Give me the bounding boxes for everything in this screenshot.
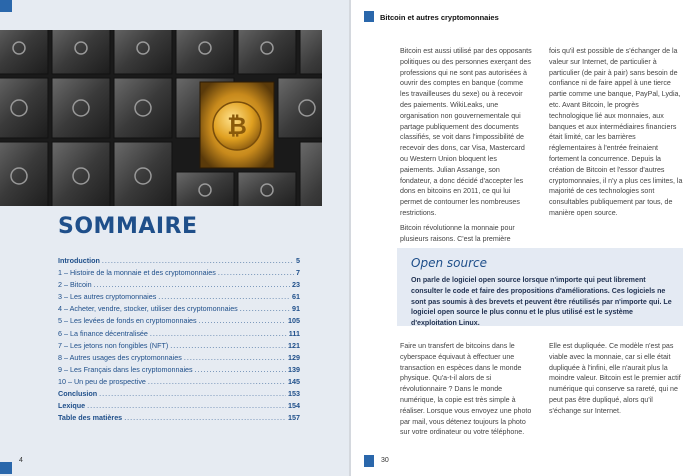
toc-item[interactable]: 1 – Histoire de la monnaie et des cryptomonnaies ..... 7 bbox=[58, 267, 300, 279]
toc-item[interactable]: 2 – Bitcoin ..... 23 bbox=[58, 279, 300, 291]
toc-item[interactable]: Lexique ..... 154 bbox=[58, 400, 300, 412]
page-number: 30 bbox=[381, 457, 389, 464]
toc-item[interactable]: Conclusion ..... 153 bbox=[58, 388, 300, 400]
table-of-contents bbox=[58, 255, 300, 424]
callout-text: On parle de logiciel open source lorsque n'importe qui peut librement consulter le code et faire des propositions d'améliorations. Ces logiciels ne sont pas soumis à des brevets et peuvent être réutilisés par n'importe qui. Le logiciel open source le plus connu et le plus utilisé est le système d'exploitation Linux. bbox=[411, 276, 672, 328]
toc-item[interactable]: Table des matières ..... 157 bbox=[58, 412, 300, 424]
page-corner-marker bbox=[364, 455, 374, 467]
running-header: Bitcoin et autres cryptomonnaies bbox=[380, 13, 499, 22]
paragraph: Faire un transfert de bitcoins dans le cyberspace équivaut à effectuer une transaction en espèces dans le monde physique. Qu'a-t-il alors de si révolutionnaire ? Dans le monde numérique, la copie est très simple à réaliser. Lorsque vous envoyez une photo par mail, vous détenez toujours la photo sur votre ordinateur ou votre téléphone. bbox=[400, 342, 532, 437]
vault-photo bbox=[0, 30, 322, 206]
toc-item[interactable]: 8 – Autres usages des cryptomonnaies ..... 129 bbox=[58, 352, 300, 364]
safe-deposit-boxes-image bbox=[0, 30, 322, 206]
toc-item[interactable]: Introduction ..... 5 bbox=[58, 255, 300, 267]
toc-item[interactable]: 10 – Un peu de prospective ..... 145 bbox=[58, 376, 300, 388]
text-column-3 bbox=[400, 341, 534, 442]
paragraph: Bitcoin est aussi utilisé par des opposants politiques ou des personnes exerçant des professions qui ne sont pas autorisées à ouvrir des comptes en banque (comme les travailleuses du sexe) ou à recevoir des paiements. WikiLeaks, une organisation non gouvernementale qui partage publiquement des documents classifiés, se voit dans l'impossibilité de recevoir des dons, car Visa, Mastercard ou Western Union bloquent les paiements. Julian Assange, son fondateur, a donc décidé d'accepter les dons en bitcoins en 2011, ce qui lui permet de contourner les nombreuses restrictions. bbox=[400, 47, 532, 217]
text-column-2 bbox=[549, 46, 683, 223]
paragraph: fois qu'il est possible de s'échanger de la valeur sur Internet, de particulier à particulier (de pair à pair) sans besoin de confiance ni de faire appel à une tierce partie comme une banque, PayPal, Lydia, etc. Avant Bitcoin, le progrès technologique lié aux monnaies, aux banques et aux intermédiaires financiers était limité, car les barrières réglementaires à l'entrée freinaient fortement la concurrence. Depuis la création de Bitcoin et l'essor d'autres cryptomonnaies, il n'y a plus ces limites, la majorité de ces technologies sont consultables publiquement par tous, de manière open source. bbox=[549, 47, 683, 217]
toc-item[interactable]: 5 – Les levées de fonds en cryptomonnaies ..... 105 bbox=[58, 315, 300, 327]
toc-item[interactable]: 3 – Les autres cryptomonnaies ..... 61 bbox=[58, 291, 300, 303]
page-corner-marker bbox=[0, 0, 12, 12]
toc-item[interactable]: 9 – Les Français dans les cryptomonnaies ..... 139 bbox=[58, 364, 300, 376]
page-title: SOMMAIRE bbox=[58, 214, 198, 239]
text-column-1 bbox=[400, 46, 532, 248]
page-corner-marker bbox=[364, 11, 374, 22]
page-corner-marker bbox=[0, 462, 12, 474]
text-column-4 bbox=[549, 341, 683, 421]
paragraph: Bitcoin révolutionne la monnaie pour plusieurs raisons. C'est la première bbox=[400, 223, 515, 243]
toc-item[interactable]: 4 – Acheter, vendre, stocker, utiliser des cryptomonnaies ..... 91 bbox=[58, 303, 300, 315]
svg-text:₿: ₿ bbox=[227, 112, 247, 140]
toc-item[interactable]: 6 – La finance décentralisée ..... 111 bbox=[58, 328, 300, 340]
page-number: 4 bbox=[19, 457, 23, 464]
paragraph: Elle est dupliquée. Ce modèle n'est pas viable avec la monnaie, car si elle était dupliquée à l'infini, elle n'aurait plus la moindre valeur. Bitcoin est le premier actif numérique qui conserve sa rareté, qui ne peut pas être dupliqué, alors qu'il s'échange sur Internet. bbox=[549, 342, 681, 415]
toc-item[interactable]: 7 – Les jetons non fongibles (NFT) ..... 121 bbox=[58, 340, 300, 352]
callout-title: Open source bbox=[411, 256, 487, 270]
